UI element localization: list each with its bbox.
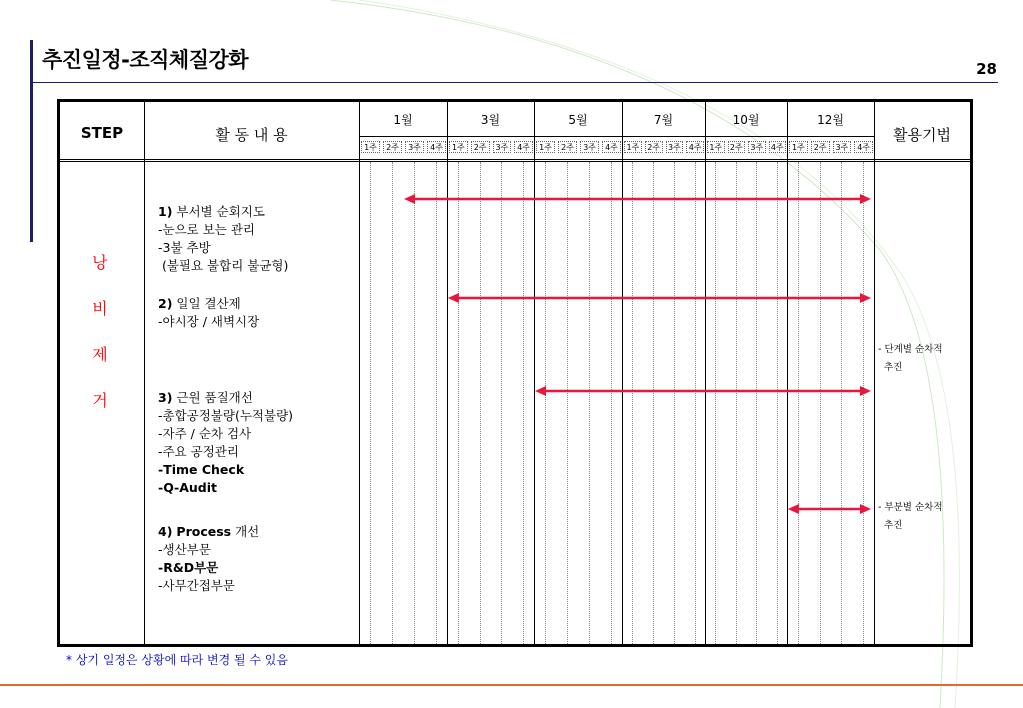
method-line: - 부분별 순차적 <box>878 502 943 513</box>
activity-line: (불필요 불합리 불균형) <box>158 258 289 273</box>
month-label: 7월 <box>653 113 674 127</box>
title-underline <box>30 82 998 83</box>
week-label: 2주 <box>645 141 663 153</box>
activity-number: 3) <box>158 390 173 405</box>
week-label: 2주 <box>558 141 577 153</box>
step-char: 거 <box>92 391 108 410</box>
week-label: 4주 <box>686 141 704 153</box>
activity-line: -자주 / 순차 검사 <box>158 426 252 441</box>
activity-line: -총합공정불량(누적불량) <box>158 408 294 423</box>
activity-line: -R&D부문 <box>158 560 219 575</box>
week-label: 4주 <box>769 141 787 153</box>
title-accent-bar <box>30 40 33 242</box>
week-label: 2주 <box>728 141 746 153</box>
activity-number: 4) <box>158 524 173 539</box>
arrow-head-left <box>788 504 799 514</box>
week-label: 1주 <box>361 141 380 153</box>
week-label: 3주 <box>833 141 852 153</box>
bottom-accent-line <box>0 684 1023 686</box>
header-activity: 활 동 내 용 <box>215 126 288 144</box>
month-label: 10월 <box>732 113 760 127</box>
month-label: 5월 <box>568 113 588 127</box>
week-label: 3주 <box>493 141 512 153</box>
week-label: 4주 <box>602 141 621 153</box>
activity-title-bold: Process <box>176 524 232 539</box>
month-label: 1월 <box>393 113 413 127</box>
activity-number: 1) <box>158 204 173 219</box>
week-label: 2주 <box>383 141 402 153</box>
activity-number: 2) <box>158 296 173 311</box>
activity-title: 근원 품질개선 <box>176 390 253 405</box>
week-label: 4주 <box>854 141 873 153</box>
arrow-head-right <box>860 386 871 396</box>
method-line: 추진 <box>878 520 903 531</box>
header-method: 활용기법 <box>893 126 951 144</box>
schedule-table <box>57 99 973 647</box>
page-number: 28 <box>976 60 997 78</box>
arrow-head-right <box>860 293 871 303</box>
month-label: 12월 <box>817 113 844 127</box>
activity-line: -생산부문 <box>158 542 211 557</box>
week-label: 3주 <box>580 141 599 153</box>
step-char: 제 <box>92 345 108 364</box>
arrow-head-left <box>448 293 459 303</box>
week-label: 4주 <box>427 141 446 153</box>
step-char: 비 <box>92 299 108 318</box>
arrow-head-left <box>404 194 415 204</box>
week-label: 3주 <box>748 141 766 153</box>
arrow-head-right <box>860 504 871 514</box>
activity-line: -눈으로 보는 관리 <box>158 222 255 237</box>
schedule-arrows <box>60 102 970 644</box>
method-line: - 단계별 순차적 <box>878 344 943 355</box>
week-label: 1주 <box>449 141 468 153</box>
activity-title: 일일 결산제 <box>176 296 241 311</box>
activity-title: 부서별 순회지도 <box>176 204 265 219</box>
step-char: 낭 <box>92 253 108 272</box>
week-label: 1주 <box>707 141 725 153</box>
week-label: 1주 <box>536 141 555 153</box>
week-label: 2주 <box>471 141 490 153</box>
week-label: 2주 <box>811 141 830 153</box>
arrow-head-left <box>535 386 546 396</box>
month-label: 3월 <box>480 113 501 127</box>
footnote: * 상기 일정은 상황에 따라 변경 될 수 있음 <box>66 653 288 667</box>
activity-line: -야시장 / 새벽시장 <box>158 314 260 329</box>
week-label: 1주 <box>789 141 808 153</box>
method-line: 추진 <box>878 362 903 373</box>
week-label: 3주 <box>405 141 424 153</box>
activity-line: -사무간접부문 <box>158 578 235 593</box>
page-title: 추진일정-조직체질강화 <box>42 48 249 72</box>
header-step: STEP <box>80 124 124 142</box>
activity-title: 개선 <box>231 524 260 539</box>
activity-line: -주요 공정관리 <box>158 444 239 459</box>
arrow-head-right <box>860 194 871 204</box>
activity-line: -Q-Audit <box>158 480 218 495</box>
week-label: 1주 <box>624 141 642 153</box>
activity-line: -Time Check <box>158 462 245 477</box>
activity-line: -3불 추방 <box>158 240 211 255</box>
week-label: 3주 <box>666 141 684 153</box>
week-label: 4주 <box>514 141 533 153</box>
